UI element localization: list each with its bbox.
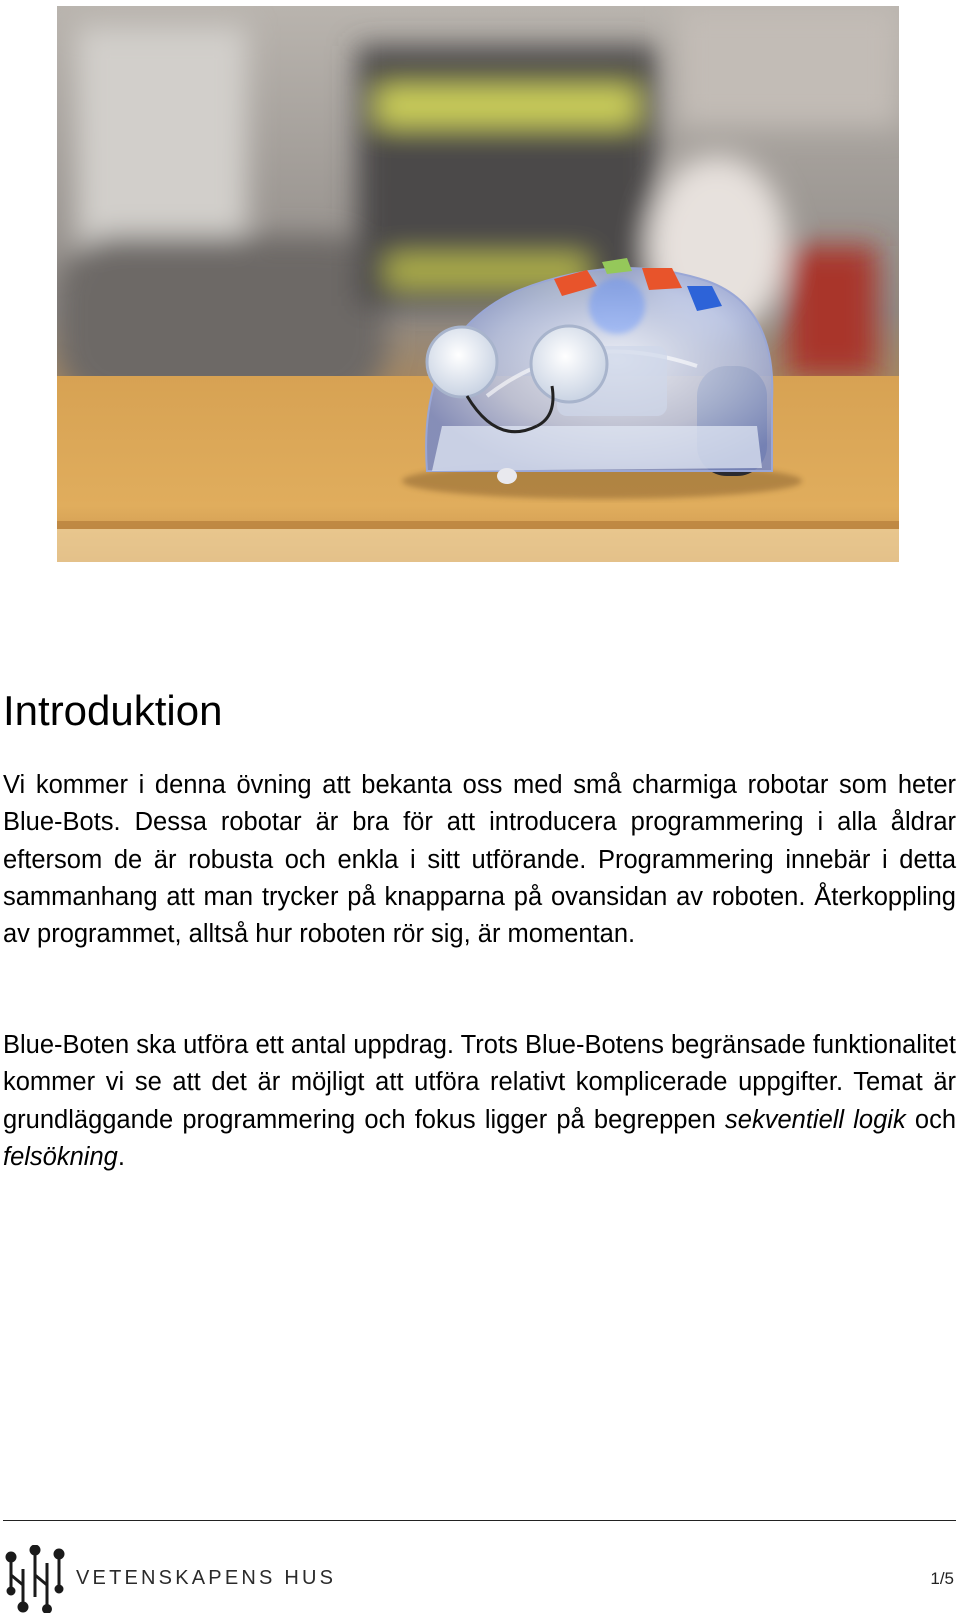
paragraph-2-connector: och — [905, 1105, 957, 1134]
vetenskapens-hus-logo-icon — [5, 1545, 65, 1613]
term-debugging: felsökning — [3, 1142, 118, 1171]
blue-bot-robot-photo — [57, 6, 899, 562]
intro-paragraph-2 — [3, 1027, 956, 1176]
intro-paragraph-1: Vi kommer i denna övning att bekanta oss med små charmiga robotar som heter Blue-Bots. Dessa robotar är bra för att introducera programmering i alla åldrar eftersom de är robusta och enkla i sitt utförande. Programmering innebär i detta sammanhang att man trycker på knapparna på ovansidan av roboten. Återkoppling av programmet, alltså hur roboten rör sig, är momentan. — [3, 771, 956, 949]
logo-wordmark: VETENSKAPENS HUS — [76, 1567, 337, 1589]
hero-photo — [57, 6, 899, 562]
term-sequential-logic: sekventiell logik — [725, 1105, 906, 1134]
footer-divider — [3, 1520, 956, 1521]
section-title: Introduktion — [3, 687, 223, 734]
paragraph-2-end: . — [117, 1142, 125, 1171]
paragraph-2-text: Blue-Boten ska utföra ett antal uppdrag. Trots Blue-Botens begränsade funktionalitet kommer vi se att det är möjligt att utföra relativt komplicerade uppgifter. Temat är grundläggande programmering och fokus ligger på begreppen — [3, 1031, 956, 1134]
page-number: 1/5 — [930, 1569, 954, 1588]
